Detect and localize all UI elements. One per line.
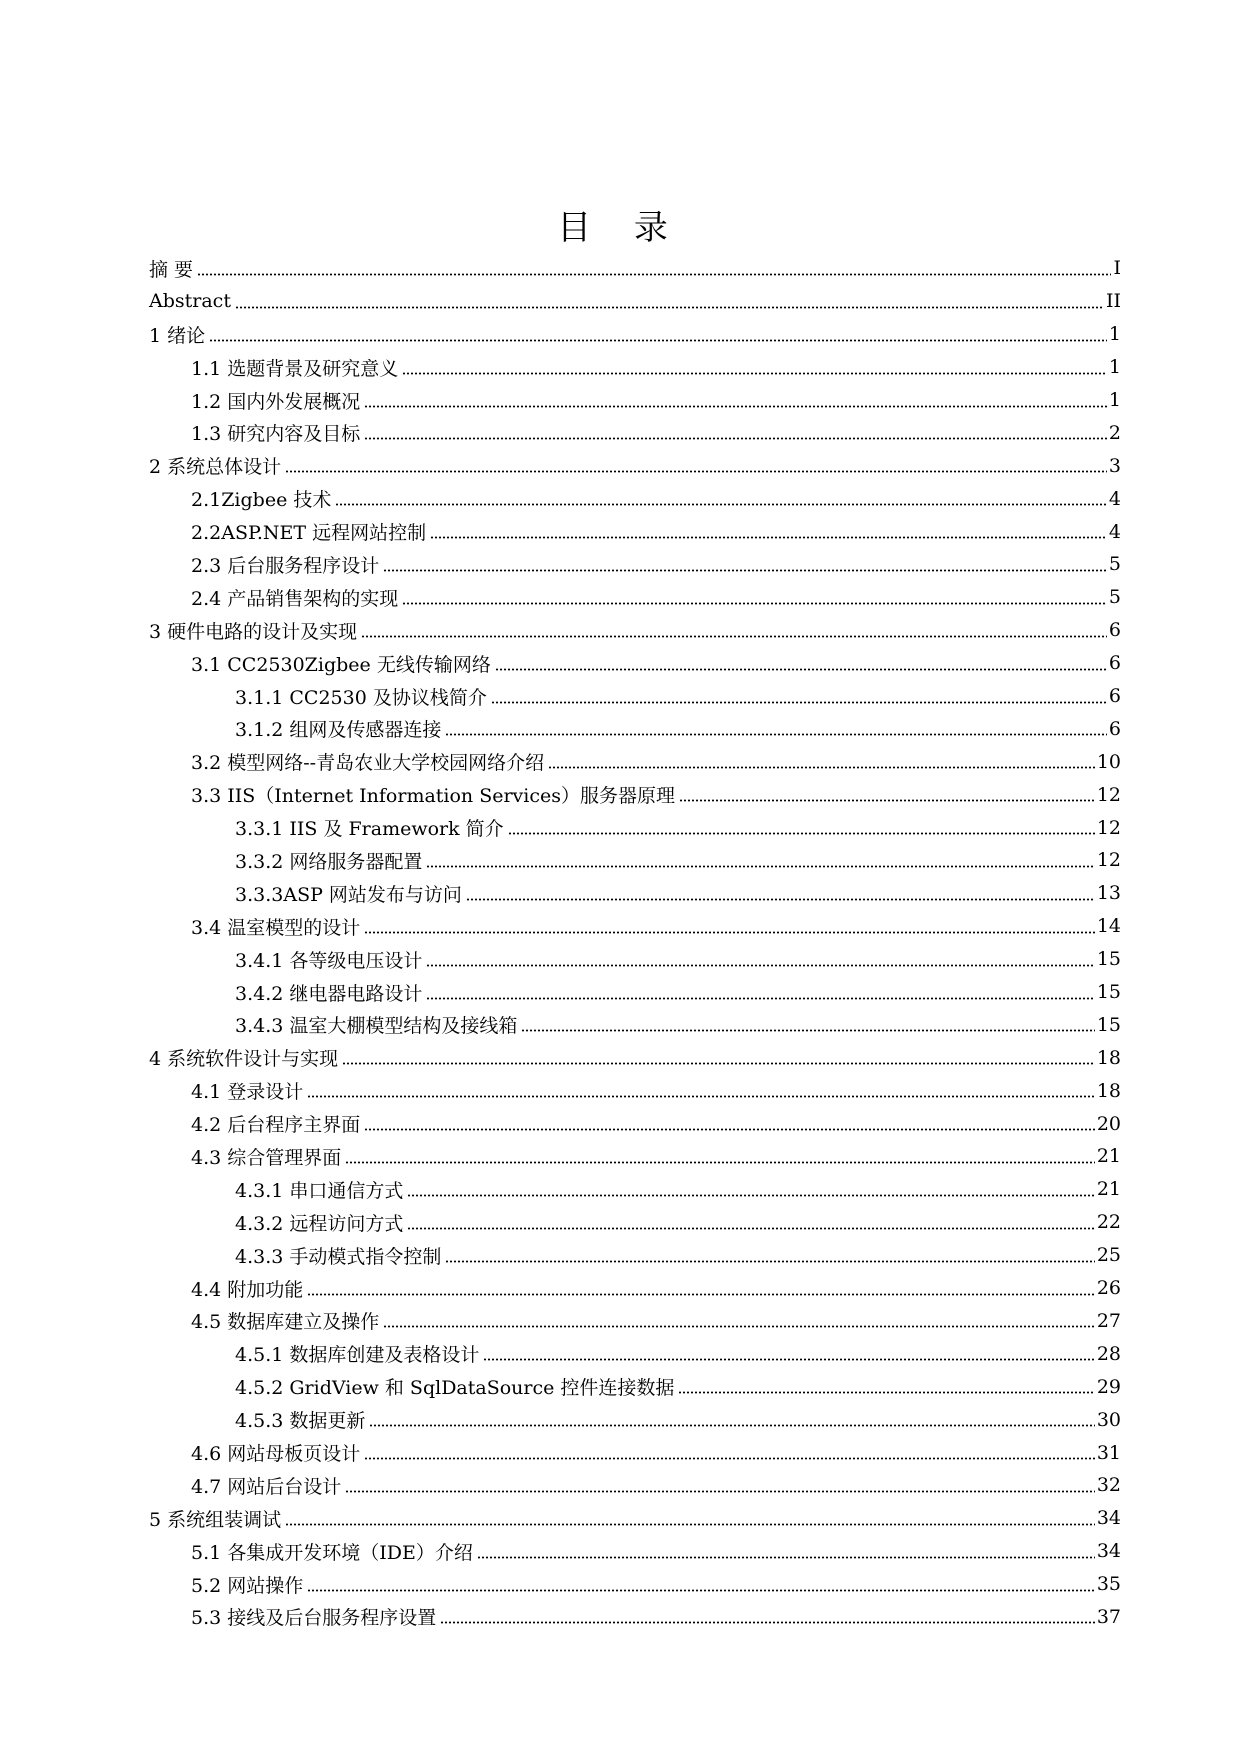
- toc-dot-leader: [477, 1556, 1095, 1559]
- toc-entry-page-number: 6: [1108, 685, 1121, 708]
- toc-entry-label: 4.4 附加功能: [191, 1278, 304, 1301]
- toc-dot-leader: [197, 273, 1111, 276]
- toc-entry-page-number: 35: [1096, 1573, 1121, 1596]
- toc-dot-leader: [364, 405, 1107, 408]
- toc-entry-label: 3.3.3ASP 网站发布与访问: [235, 883, 462, 906]
- toc-dot-leader: [364, 1128, 1095, 1131]
- toc-entry-page-number: 6: [1108, 652, 1121, 675]
- toc-dot-leader: [491, 701, 1107, 704]
- toc-entry-page-number: 15: [1096, 948, 1121, 971]
- toc-entry[interactable]: [149, 1074, 1121, 1107]
- toc-entry-page-number: 2: [1108, 421, 1121, 444]
- toc-entry-page-number: 15: [1096, 981, 1121, 1004]
- toc-entry-label: 4.3.1 串口通信方式: [235, 1179, 404, 1202]
- toc-dot-leader: [426, 964, 1094, 967]
- toc-dot-leader: [548, 766, 1095, 769]
- toc-dot-leader: [445, 1260, 1094, 1263]
- toc-entry-page-number: 34: [1096, 1540, 1121, 1563]
- toc-entry-page-number: 37: [1096, 1605, 1121, 1628]
- toc-entry[interactable]: [149, 1403, 1121, 1436]
- toc-entry[interactable]: [149, 1436, 1121, 1469]
- toc-dot-leader: [402, 602, 1107, 605]
- toc-entry[interactable]: [149, 416, 1121, 449]
- toc-entry-page-number: 18: [1096, 1079, 1121, 1102]
- toc-entry[interactable]: [149, 778, 1121, 811]
- toc-entry-page-number: 25: [1096, 1244, 1121, 1267]
- toc-entry-label: 2 系统总体设计: [149, 456, 282, 479]
- toc-entry[interactable]: [149, 515, 1121, 548]
- toc-entry-label: 4.5.1 数据库创建及表格设计: [235, 1344, 480, 1367]
- toc-entry-label: 5.2 网站操作: [191, 1574, 304, 1597]
- toc-entry-label: 3.1 CC2530Zigbee 无线传输网络: [191, 653, 491, 676]
- toc-entry-page-number: 12: [1096, 849, 1121, 872]
- toc-entry[interactable]: [149, 745, 1121, 778]
- toc-entry-label: 4.3.2 远程访问方式: [235, 1212, 404, 1235]
- toc-dot-leader: [285, 470, 1107, 473]
- toc-entry[interactable]: [149, 482, 1121, 515]
- toc-entry-page-number: 4: [1108, 487, 1121, 510]
- toc-entry-page-number: II: [1105, 290, 1121, 313]
- toc-entry-label: 5.3 接线及后台服务程序设置: [191, 1607, 437, 1630]
- toc-entry-label: 2.4 产品销售架构的实现: [191, 587, 399, 610]
- toc-entry[interactable]: [149, 1370, 1121, 1403]
- toc-entry-page-number: 1: [1108, 323, 1121, 346]
- toc-entry-page-number: 3: [1108, 454, 1121, 477]
- toc-entry-page-number: 27: [1096, 1309, 1121, 1332]
- toc-entry-label: 4 系统软件设计与实现: [149, 1048, 339, 1071]
- toc-entry-label: 4.1 登录设计: [191, 1081, 304, 1104]
- toc-entry[interactable]: [149, 581, 1121, 614]
- toc-entry-label: 3.4.3 温室大棚模型结构及接线箱: [235, 1015, 518, 1038]
- table-of-contents: [149, 252, 1121, 1633]
- toc-entry-page-number: 5: [1108, 553, 1121, 576]
- toc-entry-label: 2.1Zigbee 技术: [191, 489, 332, 512]
- toc-dot-leader: [440, 1621, 1095, 1624]
- toc-entry[interactable]: [149, 712, 1121, 745]
- toc-entry-page-number: 20: [1096, 1112, 1121, 1135]
- toc-dot-leader: [426, 865, 1094, 868]
- toc-entry[interactable]: [149, 384, 1121, 417]
- toc-entry-label: 2.2ASP.NET 远程网站控制: [191, 522, 427, 545]
- toc-dot-leader: [345, 1161, 1095, 1164]
- toc-entry-page-number: 22: [1096, 1211, 1121, 1234]
- toc-entry-label: 1.2 国内外发展概况: [191, 390, 361, 413]
- toc-dot-leader: [342, 1062, 1095, 1065]
- toc-entry-label: 5.1 各集成开发环境（IDE）介绍: [191, 1541, 473, 1564]
- toc-entry[interactable]: [149, 318, 1121, 351]
- toc-entry[interactable]: [149, 647, 1121, 680]
- toc-entry[interactable]: [149, 1337, 1121, 1370]
- toc-dot-leader: [364, 1457, 1095, 1460]
- toc-dot-leader: [495, 668, 1107, 671]
- toc-entry-label: 1 绪论: [149, 324, 206, 347]
- toc-dot-leader: [483, 1358, 1094, 1361]
- toc-entry-label: 2.3 后台服务程序设计: [191, 554, 380, 577]
- toc-entry-label: Abstract: [149, 290, 231, 313]
- toc-dot-leader: [285, 1523, 1095, 1526]
- toc-entry-label: 5 系统组装调试: [149, 1508, 282, 1531]
- toc-entry-page-number: 21: [1096, 1178, 1121, 1201]
- toc-entry[interactable]: [149, 1239, 1121, 1272]
- toc-entry-label: 3.3.1 IIS 及 Framework 简介: [235, 818, 504, 841]
- toc-entry[interactable]: [149, 1305, 1121, 1338]
- toc-dot-leader: [407, 1227, 1094, 1230]
- toc-entry-label: 4.5 数据库建立及操作: [191, 1311, 380, 1334]
- toc-entry-page-number: 12: [1096, 816, 1121, 839]
- toc-entry[interactable]: [149, 1272, 1121, 1305]
- toc-entry[interactable]: [149, 976, 1121, 1009]
- toc-entry[interactable]: [149, 943, 1121, 976]
- toc-entry-page-number: 34: [1096, 1507, 1121, 1530]
- toc-dot-leader: [364, 931, 1095, 934]
- toc-entry[interactable]: [149, 1206, 1121, 1239]
- toc-entry-label: 摘 要: [149, 258, 194, 281]
- toc-entry-page-number: 1: [1108, 389, 1121, 411]
- toc-entry[interactable]: [149, 844, 1121, 877]
- toc-dot-leader: [364, 437, 1107, 440]
- toc-dot-leader: [521, 1029, 1094, 1032]
- toc-entry-page-number: 26: [1096, 1277, 1121, 1300]
- toc-dot-leader: [209, 339, 1107, 342]
- toc-entry-page-number: 30: [1096, 1408, 1121, 1431]
- toc-dot-leader: [235, 306, 1104, 309]
- toc-entry-label: 4.3 综合管理界面: [191, 1146, 342, 1169]
- toc-dot-leader: [369, 1424, 1094, 1427]
- toc-entry-page-number: 32: [1096, 1474, 1121, 1497]
- toc-entry[interactable]: [149, 614, 1121, 647]
- toc-dot-leader: [407, 1194, 1094, 1197]
- toc-entry-label: 3.1.2 组网及传感器连接: [235, 719, 442, 742]
- toc-entry-label: 3.4.1 各等级电压设计: [235, 949, 423, 972]
- toc-dot-leader: [361, 635, 1107, 638]
- toc-entry-page-number: 1: [1108, 356, 1121, 379]
- toc-entry-label: 3.4.2 继电器电路设计: [235, 982, 423, 1005]
- toc-entry-page-number: 5: [1108, 586, 1121, 609]
- toc-entry-page-number: 6: [1108, 619, 1121, 642]
- toc-dot-leader: [679, 799, 1095, 802]
- toc-entry-label: 4.5.3 数据更新: [235, 1410, 366, 1433]
- toc-entry-page-number: 29: [1096, 1375, 1121, 1398]
- toc-title: 目 录: [557, 208, 684, 248]
- toc-dot-leader: [383, 1325, 1095, 1328]
- toc-entry[interactable]: [149, 285, 1121, 318]
- toc-entry-page-number: 10: [1096, 750, 1121, 773]
- toc-entry-label: 3.3.2 网络服务器配置: [235, 850, 423, 873]
- toc-entry[interactable]: [149, 548, 1121, 581]
- toc-entry-label: 4.7 网站后台设计: [191, 1475, 342, 1498]
- toc-entry-page-number: 18: [1096, 1046, 1121, 1069]
- toc-dot-leader: [402, 372, 1107, 375]
- toc-dot-leader: [426, 997, 1094, 1000]
- toc-entry-label: 3 硬件电路的设计及实现: [149, 620, 358, 643]
- toc-entry-label: 3.4 温室模型的设计: [191, 916, 361, 939]
- toc-entry-label: 4.6 网站母板页设计: [191, 1443, 361, 1465]
- toc-entry-label: 4.3.3 手动模式指令控制: [235, 1245, 442, 1268]
- toc-entry-page-number: 21: [1096, 1145, 1121, 1168]
- toc-entry[interactable]: [149, 1568, 1121, 1601]
- toc-entry-label: 3.1.1 CC2530 及协议栈简介: [235, 686, 487, 709]
- toc-entry-page-number: 6: [1108, 717, 1121, 740]
- toc-entry-label: 4.2 后台程序主界面: [191, 1114, 361, 1137]
- toc-dot-leader: [307, 1589, 1095, 1592]
- toc-entry[interactable]: [149, 449, 1121, 482]
- toc-entry-page-number: 28: [1096, 1342, 1121, 1365]
- toc-entry[interactable]: [149, 910, 1121, 943]
- toc-entry-page-number: 14: [1096, 915, 1121, 938]
- toc-dot-leader: [307, 1095, 1095, 1098]
- toc-entry[interactable]: [149, 877, 1121, 910]
- toc-entry[interactable]: [149, 811, 1121, 844]
- toc-entry[interactable]: [149, 1140, 1121, 1173]
- toc-entry[interactable]: [149, 1502, 1121, 1535]
- toc-entry-label: 3.3 IIS（Internet Information Services）服务器原理: [191, 785, 675, 808]
- toc-entry-page-number: 13: [1096, 882, 1121, 905]
- toc-entry[interactable]: [149, 1601, 1121, 1634]
- toc-entry-page-number: 15: [1096, 1013, 1121, 1036]
- toc-entry[interactable]: [149, 680, 1121, 713]
- toc-dot-leader: [508, 832, 1095, 835]
- toc-entry[interactable]: [149, 1107, 1121, 1140]
- toc-entry-page-number: 12: [1096, 783, 1121, 806]
- toc-entry[interactable]: [149, 1469, 1121, 1502]
- toc-entry[interactable]: [149, 1008, 1121, 1041]
- toc-entry-page-number: 4: [1108, 520, 1121, 543]
- toc-entry-page-number: 31: [1096, 1441, 1121, 1464]
- toc-dot-leader: [445, 733, 1107, 736]
- toc-entry-label: 1.1 选题背景及研究意义: [191, 357, 399, 380]
- toc-entry[interactable]: [149, 1041, 1121, 1074]
- toc-entry-page-number: I: [1113, 257, 1121, 280]
- toc-entry[interactable]: [149, 252, 1121, 285]
- toc-entry-label: 4.5.2 GridView 和 SqlDataSource 控件连接数据: [235, 1377, 675, 1400]
- toc-entry-label: 1.3 研究内容及目标: [191, 423, 361, 446]
- toc-dot-leader: [430, 536, 1107, 539]
- toc-entry[interactable]: [149, 1173, 1121, 1206]
- toc-entry[interactable]: [149, 351, 1121, 384]
- toc-dot-leader: [466, 898, 1095, 901]
- toc-dot-leader: [345, 1490, 1095, 1493]
- toc-entry[interactable]: [149, 1535, 1121, 1568]
- toc-dot-leader: [335, 503, 1107, 506]
- toc-dot-leader: [678, 1391, 1094, 1394]
- toc-dot-leader: [307, 1293, 1095, 1296]
- toc-entry-label: 3.2 模型网络--青岛农业大学校园网络介绍: [191, 752, 545, 775]
- toc-dot-leader: [383, 569, 1107, 572]
